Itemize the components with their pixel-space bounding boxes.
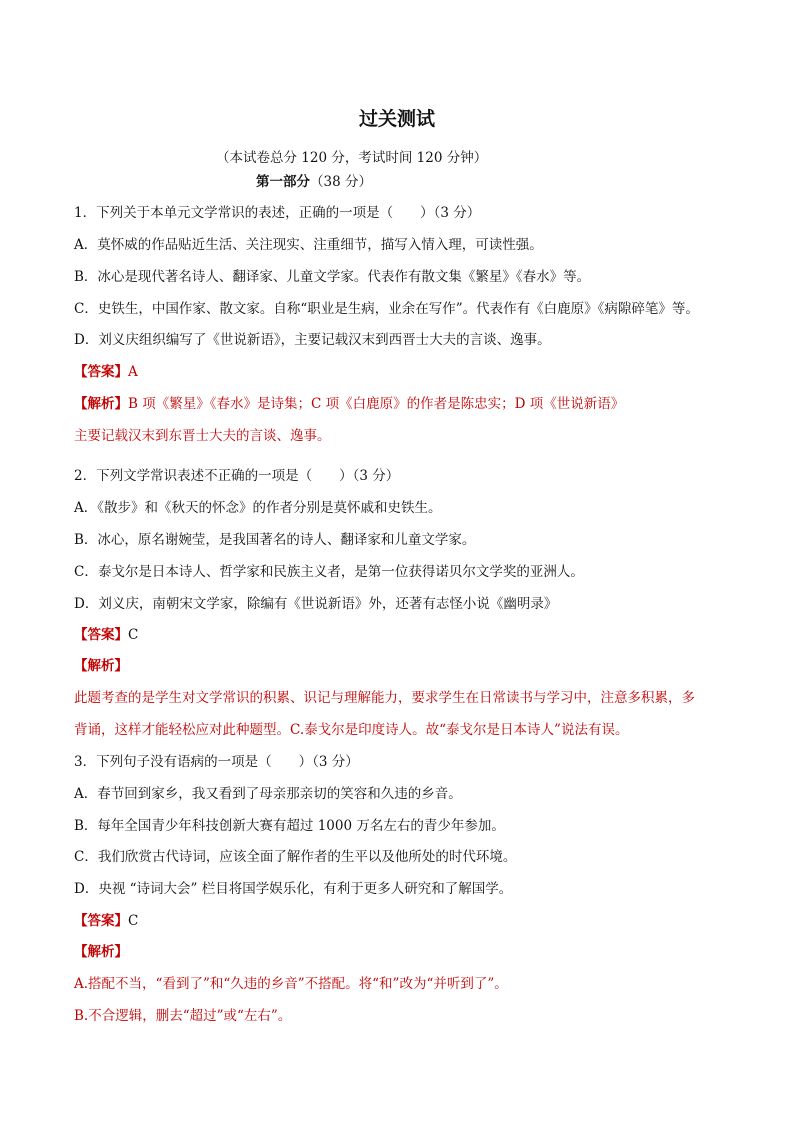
q2-analysis-cont: 背诵，这样才能轻松应对此种题型。C.泰戈尔是印度诗人。故“泰戈尔是日本诗人”说法有误。 [74,722,629,738]
q3-option-c: C．我们欣赏古代诗词，应该全面了解作者的生平以及他所处的时代环境。 [74,849,517,865]
q3-stem: 3．下列句子没有语病的一项是（ ）（3 分） [74,754,359,770]
answer-value: C [128,627,139,643]
analysis-label: 【解析】 [74,396,128,412]
part-score: （38 分） [310,174,372,190]
q2-answer [74,626,138,644]
exam-info: （本试卷总分 120 分，考试时间 120 分钟） [216,150,488,166]
part-heading [256,170,372,190]
analysis-label: 【解析】 [74,658,128,674]
q3-answer [74,912,138,930]
q3-option-a: A．春节回到家乡，我又看到了母亲那亲切的笑容和久违的乡音。 [74,786,462,802]
q1-stem: 1．下列关于本单元文学常识的表述，正确的一项是（ ）（3 分） [74,205,481,221]
q2-option-d: D．刘义庆，南朝宋文学家，除编有《世说新语》外，还著有志怪小说《幽明录》 [74,596,558,612]
analysis-label: 【解析】 [74,944,128,960]
analysis-text: B 项《繁星》《春水》是诗集；C 项《白鹿原》的作者是陈忠实；D 项《世说新语》 [128,396,625,412]
answer-label: 【答案】 [74,913,128,929]
q1-analysis [74,395,624,413]
q1-answer [74,363,138,381]
answer-label: 【答案】 [74,627,128,643]
page-title: 过关测试 [358,108,435,130]
q2-stem: 2．下列文学常识表述不正确的一项是（ ）（3 分） [74,468,400,484]
q1-analysis-cont: 主要记载汉末到东晋士大夫的言谈、逸事。 [74,428,331,444]
answer-label: 【答案】 [74,364,128,380]
q3-option-d: D．央视 “诗词大会” 栏目将国学娱乐化，有利于更多人研究和了解国学。 [74,881,513,897]
q2-option-a: A．《散步》和《秋天的怀念》的作者分别是莫怀戚和史铁生。 [74,500,442,516]
part-title: 第一部分 [256,174,310,190]
q1-option-b: B．冰心是现代著名诗人、翻译家、儿童文学家。代表作有散文集《繁星》《春水》等。 [74,269,591,285]
q3-analysis-label [74,943,128,961]
q1-option-a: A．莫怀威的作品贴近生活、关注现实、注重细节，描写入情入理，可读性强。 [74,237,543,253]
answer-value: C [128,913,139,929]
q3-analysis-a: A.搭配不当，“看到了”和“久违的乡音”不搭配。将“和”改为“并听到了”。 [74,976,508,992]
q2-option-b: B．冰心，原名谢婉莹，是我国著名的诗人、翻译家和儿童文学家。 [74,532,476,548]
q3-analysis-b: B.不合逻辑，删去“超过”或“左右”。 [74,1008,292,1024]
q3-option-b: B．每年全国青少年科技创新大赛有超过 1000 万名左右的青少年参加。 [74,818,505,834]
answer-value: A [128,364,138,380]
q1-option-d: D．刘义庆组织编写了《世说新语》，主要记载汉末到西晋士大夫的言谈、逸事。 [74,332,551,348]
q2-analysis-text: 此题考查的是学生对文学常识的积累、识记与理解能力，要求学生在日常读书与学习中，注意多积累，多 [74,690,695,706]
q2-option-c: C．泰戈尔是日本诗人、哲学家和民族主义者，是第一位获得诺贝尔文学奖的亚洲人。 [74,564,584,580]
q1-option-c: C．史铁生，中国作家、散文家。自称“职业是生病，业余在写作”。代表作有《白鹿原》《病隙碎笔》等。 [74,301,699,317]
q2-analysis-label [74,657,128,675]
